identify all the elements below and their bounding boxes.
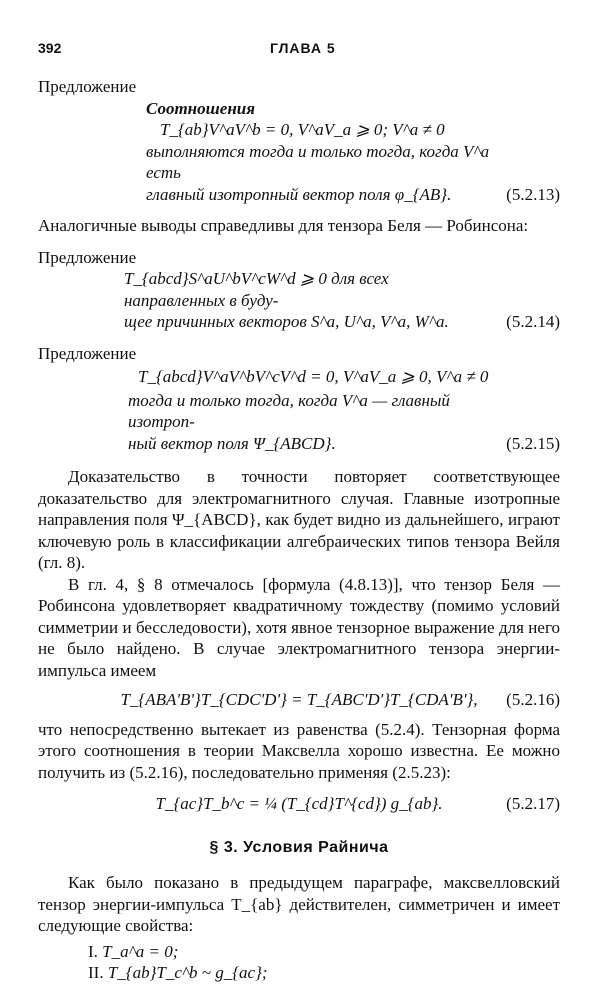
section-title: § 3. Условия Райнича [209,838,389,856]
page-header [38,38,560,58]
item-number: I. [88,941,98,961]
equation-5-2-16 [38,689,560,711]
statement-line: щее причинных векторов S^a, U^a, V^a, W^a. [124,312,449,331]
proposition-title: Соотношения [146,98,255,118]
item-formula: T_a^a = 0; [102,941,179,961]
statement-line: выполняются тогда и только тогда, когда V^a есть [146,141,490,182]
statement-line: главный изотропный вектор поля φ_{AB}. [146,184,452,204]
formula: T_{abcd}V^aV^bV^cV^d = 0, V^aV_a ⩾ 0, V^a ≠ 0 [138,367,489,386]
body-paragraph: что непосредственно вытекает из равенства (5.2.4). Тензорная форма этого соотношения в теории Максвелла хорошо известна. Ее можно получить из (5.2.16), последовательно применяя (2.5.23): [38,719,560,782]
proposition-statement [38,141,560,206]
list-item [38,962,560,984]
body-paragraph: Как было показано в предыдущем параграфе, максвелловский тензор энергии-импульса T_{ab} действителен, симметричен и имеет следующие свойства: [38,873,560,935]
proposition-5-2-13 [38,76,560,205]
book-page [38,38,560,984]
equation-5-2-17 [38,793,560,815]
body-paragraph: Доказательство в точности повторяет соответствующее доказательство для электромагнитного случая. Главные изотропные направления поля Ψ_{ABCD}, как будет видно из дальнейшего, играют ключевую роль в классификации алгебраических типов тензора Вейля (гл. 8). [38,467,560,572]
proposition-label: Предложение [38,77,137,96]
statement-line: ный вектор поля Ψ_{ABCD}. [128,433,336,453]
transition-paragraph: Аналогичные выводы справедливы для тензора Беля — Робинсона: [38,216,529,235]
body-paragraph: В гл. 4, § 8 отмечалось [формула (4.8.13)], что тензор Беля — Робинсона удовлетворяет квадратичному тождеству (помимо условий симметрии и бесследовости), хотя явное тензорное выражение для него не было найдено. В случае электромагнитного тензора энергии-импульса имеем [38,574,560,680]
proposition-statement [38,390,560,455]
chapter-title: ГЛАВА 5 [270,40,336,56]
statement-line: тогда и только тогда, когда V^a — главный изотроп- [128,390,450,431]
statement-line: T_{abcd}S^aU^bV^cW^d ⩾ 0 для всех направленных в буду- [124,269,389,310]
formula: T_{ABA'B'}T_{CDC'D'} = T_{ABC'D'}T_{CDA'B'}, [120,690,478,709]
proposition-label: Предложение [38,343,137,363]
equation-number: (5.2.15) [506,433,560,453]
formula: T_{ab}V^aV^b = 0, V^aV_a ⩾ 0; V^a ≠ 0 [160,120,445,139]
item-number: II. [88,963,104,982]
proposition-label: Предложение [38,247,137,267]
equation-number: (5.2.14) [506,312,560,331]
equation-number: (5.2.17) [506,794,560,813]
item-formula: T_{ab}T_c^b ~ g_{ac}; [107,963,268,982]
proposition-5-2-14 [38,247,560,333]
equation-number: (5.2.16) [506,690,560,709]
proposition-statement [38,268,560,333]
page-number: 392 [38,40,62,56]
formula: T_{ac}T_b^c = ¼ (T_{cd}T^{cd}) g_{ab}. [155,794,443,813]
properties-list [38,941,560,984]
equation-number: (5.2.13) [506,184,560,204]
proposition-5-2-15 [38,343,560,455]
list-item [38,941,560,963]
